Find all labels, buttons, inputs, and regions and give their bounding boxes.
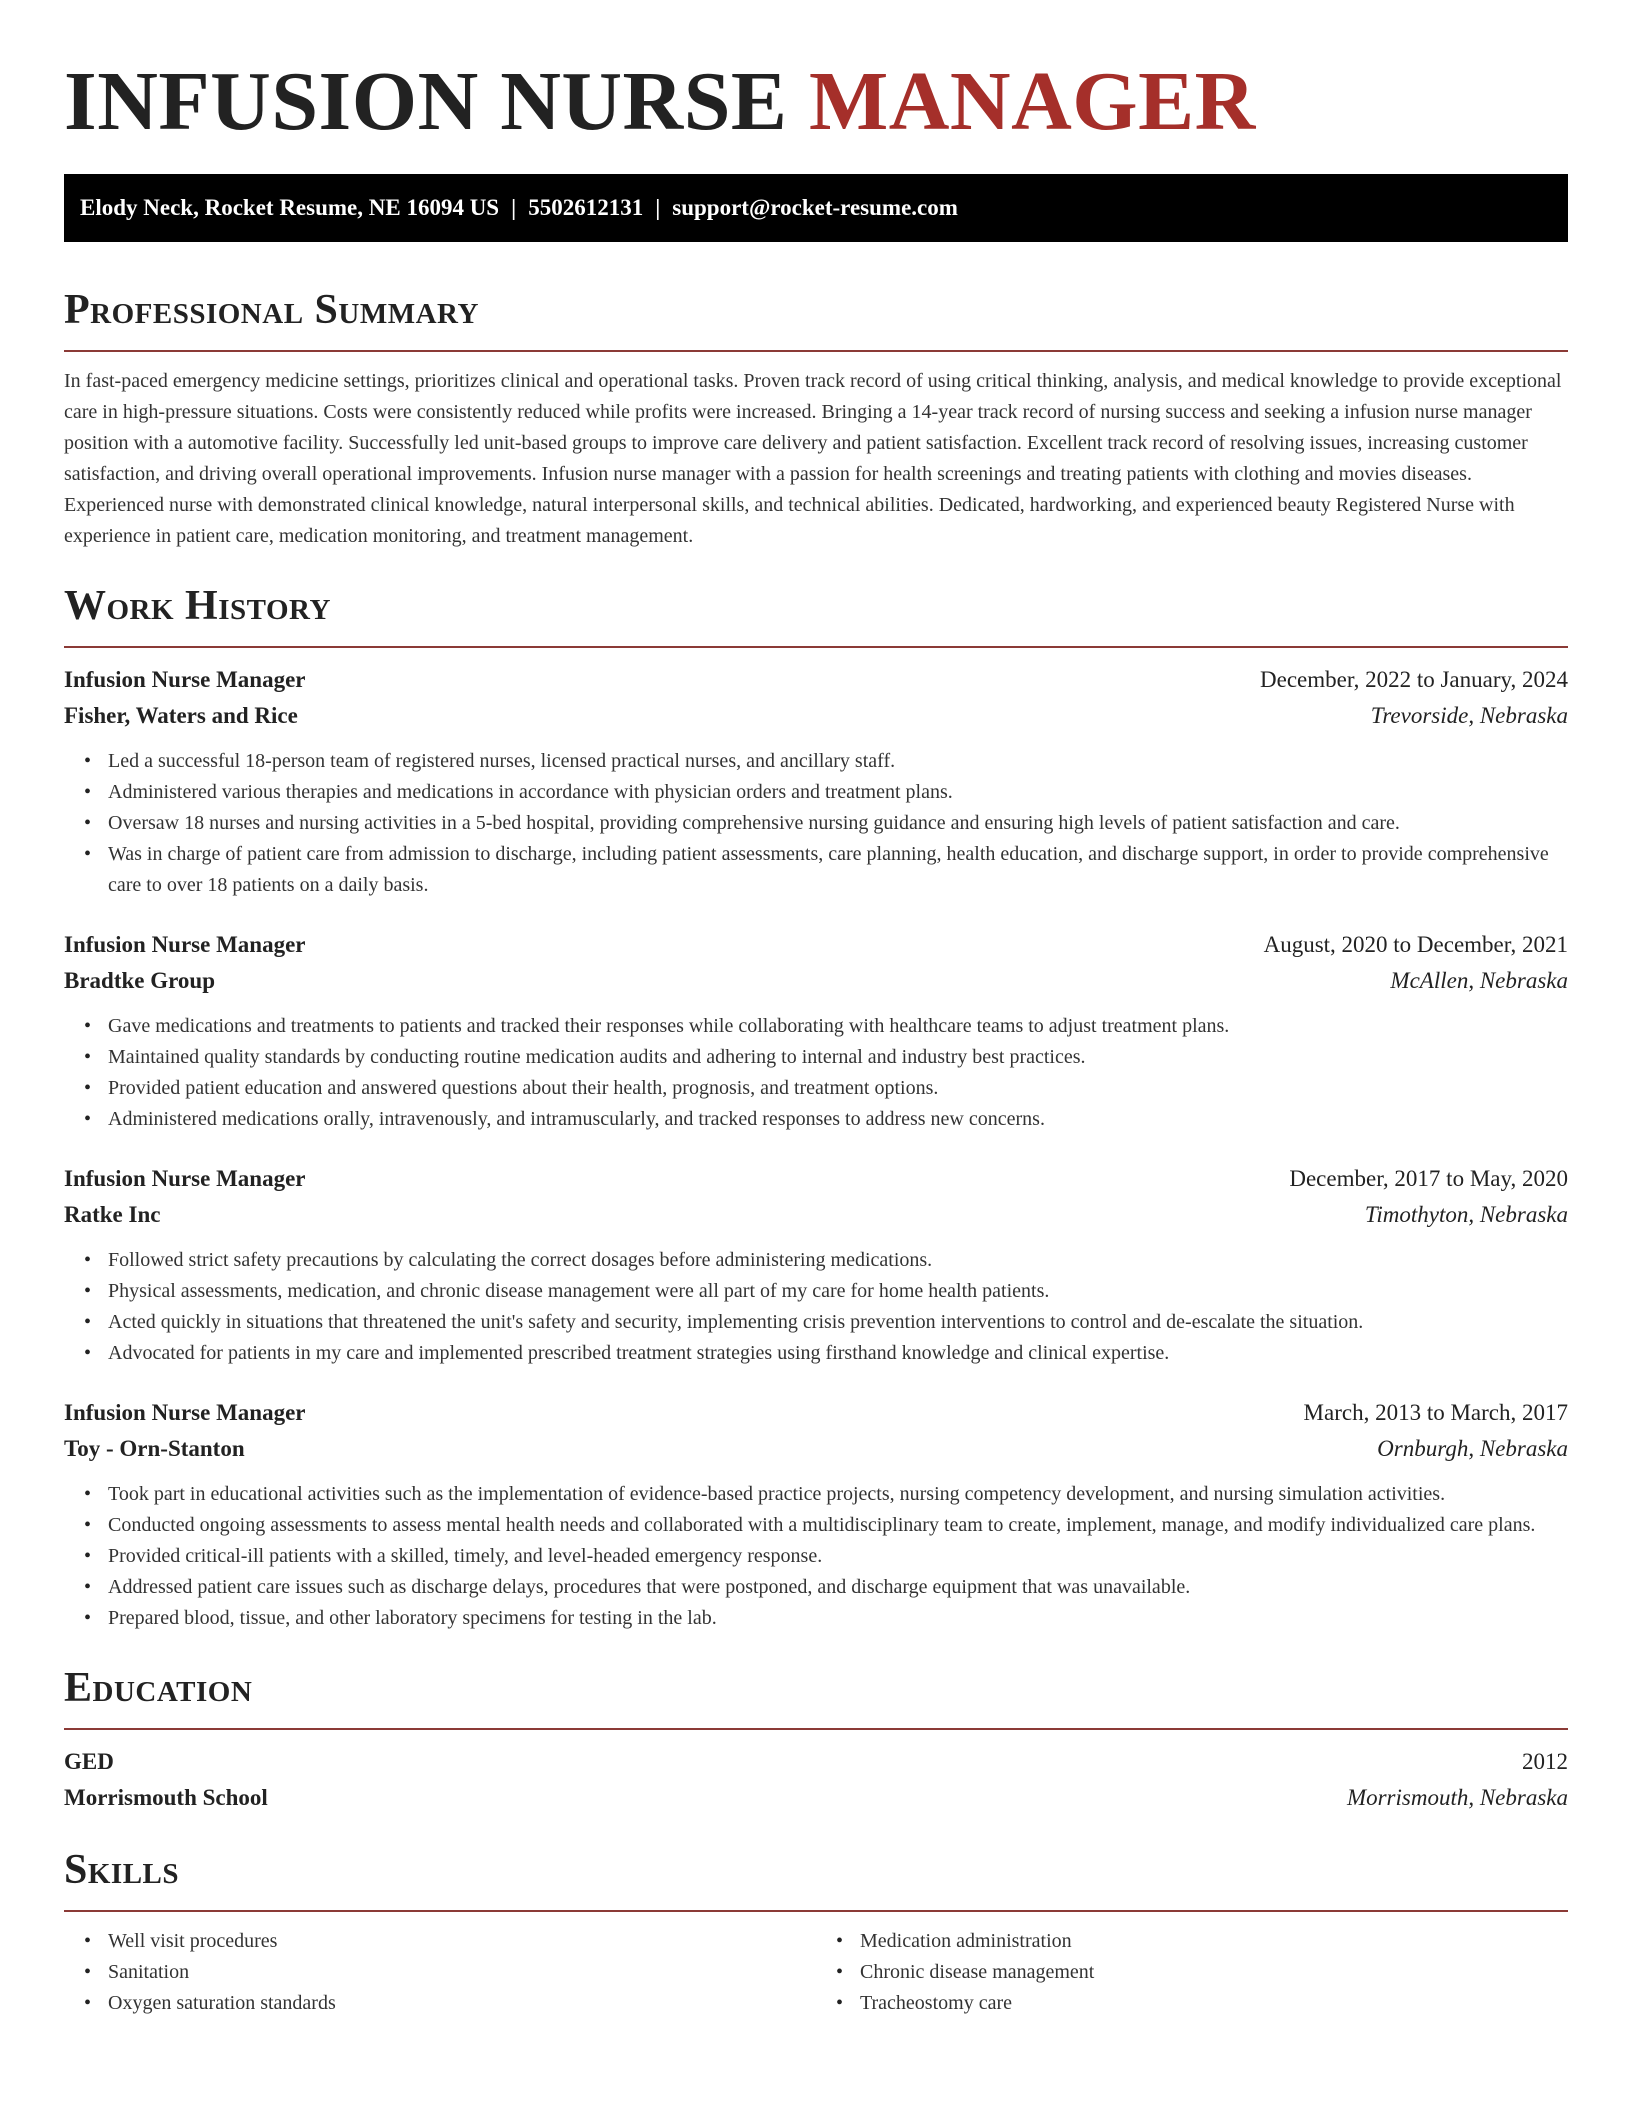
job-duty: • Acted quickly in situations that threatened the unit's safety and security, implementing crisis prevention interventions to control and de-escalate the situation.: [108, 1307, 1568, 1338]
job-dates: March, 2013 to March, 2017: [1303, 1400, 1568, 1425]
job-company: Toy - Orn-Stanton: [64, 1436, 245, 1461]
job-duty: • Led a successful 18-person team of registered nurses, licensed practical nurses, and ancillary staff.: [108, 746, 1568, 777]
job-company-row: [64, 1431, 1568, 1467]
summary-section: [64, 286, 1568, 552]
job-duty: • Administered medications orally, intravenously, and intramuscularly, and tracked responses to address new concerns.: [108, 1104, 1568, 1135]
section-divider: [64, 1728, 1568, 1730]
summary-heading: Professional Summary: [64, 287, 479, 333]
job-duty: • Oversaw 18 nurses and nursing activities in a 5-bed hospital, providing comprehensive nursing guidance and ensuring high levels of patient satisfaction and care.: [108, 808, 1568, 839]
job-duty: • Addressed patient care issues such as discharge delays, procedures that were postponed, and discharge equipment that was unavailable.: [108, 1572, 1568, 1603]
education-school-row: [64, 1780, 1568, 1816]
work-history-heading: Work History: [64, 583, 331, 629]
contact-email: support@rocket-resume.com: [672, 195, 958, 220]
job-location: Trevorside, Nebraska: [1370, 703, 1568, 728]
skills-column-left: [64, 1926, 816, 2019]
job-company: Fisher, Waters and Rice: [64, 703, 298, 728]
job-location: Timothyton, Nebraska: [1364, 1202, 1568, 1227]
education-year: 2012: [1522, 1749, 1568, 1774]
job-duty: • Provided critical-ill patients with a skilled, timely, and level-headed emergency response.: [108, 1541, 1568, 1572]
contact-phone: 5502612131: [528, 195, 644, 220]
contact-bar: [64, 174, 1568, 242]
job-duty: • Conducted ongoing assessments to assess mental health needs and collaborated with a multidisciplinary team to create, implement, manage, and modify individualized care plans.: [108, 1510, 1568, 1541]
education-location: Morrismouth, Nebraska: [1346, 1785, 1568, 1810]
job-header-row: [64, 927, 1568, 963]
section-divider: [64, 1910, 1568, 1912]
skill-item: • Chronic disease management: [860, 1957, 1568, 1988]
job-company-row: [64, 698, 1568, 734]
skills-section: [64, 1846, 1568, 2019]
section-divider: [64, 646, 1568, 648]
job-title: Infusion Nurse Manager: [64, 1400, 306, 1425]
job-duties-list: [64, 746, 1568, 901]
job-dates: August, 2020 to December, 2021: [1263, 932, 1568, 957]
education-degree: GED: [64, 1749, 114, 1774]
education-heading: Education: [64, 1665, 253, 1711]
title-main: INFUSION NURSE: [64, 55, 788, 148]
job-duty: • Physical assessments, medication, and chronic disease management were all part of my care for home health patients.: [108, 1276, 1568, 1307]
skill-item: • Tracheostomy care: [860, 1988, 1568, 2019]
job-dates: December, 2022 to January, 2024: [1260, 667, 1568, 692]
job-company-row: [64, 1197, 1568, 1233]
job-duty: • Gave medications and treatments to patients and tracked their responses while collaborating with healthcare teams to adjust treatment plans.: [108, 1011, 1568, 1042]
contact-separator: |: [655, 195, 661, 220]
job-duties-list: [64, 1245, 1568, 1369]
skills-list: [64, 1926, 816, 2019]
job-header-row: [64, 1161, 1568, 1197]
job-duty: • Was in charge of patient care from admission to discharge, including patient assessments, care planning, health education, and discharge support, in order to provide comprehensive care to over 18 patients on a daily basis.: [108, 839, 1568, 901]
section-divider: [64, 350, 1568, 352]
skills-grid: [64, 1926, 1568, 2019]
job-duty: • Provided patient education and answered questions about their health, prognosis, and treatment options.: [108, 1073, 1568, 1104]
summary-text: In fast-paced emergency medicine settings, prioritizes clinical and operational tasks. Proven track record of using critical thinking, analysis, and medical knowledge to provide exceptional care in high-pressure situations. Costs were consistently reduced while profits were increased. Bringing a 14-year track record of nursing success and seeking a infusion nurse manager position with a automotive facility. Successfully led unit-based groups to improve care delivery and patient satisfaction. Excellent track record of resolving issues, increasing customer satisfaction, and driving overall operational improvements. Infusion nurse manager with a passion for health screenings and treating patients with clothing and movies diseases. Experienced nurse with demonstrated clinical knowledge, natural interpersonal skills, and technical abilities. Dedicated, hardworking, and experienced beauty Registered Nurse with experience in patient care, medication monitoring, and treatment management.: [64, 370, 1562, 547]
education-section: [64, 1664, 1568, 1816]
job-duties-list: [64, 1011, 1568, 1135]
job-entry: [64, 662, 1568, 901]
job-duty: • Advocated for patients in my care and implemented prescribed treatment strategies using firsthand knowledge and clinical expertise.: [108, 1338, 1568, 1369]
skill-item: • Medication administration: [860, 1926, 1568, 1957]
job-entry: [64, 1395, 1568, 1634]
job-location: McAllen, Nebraska: [1390, 968, 1568, 993]
skill-item: • Well visit procedures: [108, 1926, 816, 1957]
job-company: Bradtke Group: [64, 968, 216, 993]
job-company-row: [64, 963, 1568, 999]
job-title: Infusion Nurse Manager: [64, 667, 306, 692]
skill-item: • Sanitation: [108, 1957, 816, 1988]
skills-column-right: [816, 1926, 1568, 2019]
job-entry: [64, 927, 1568, 1135]
education-school: Morrismouth School: [64, 1785, 268, 1810]
job-duty: • Prepared blood, tissue, and other laboratory specimens for testing in the lab.: [108, 1603, 1568, 1634]
contact-separator: |: [511, 195, 517, 220]
job-duty: • Followed strict safety precautions by calculating the correct dosages before administering medications.: [108, 1245, 1568, 1276]
skill-item: • Oxygen saturation standards: [108, 1988, 816, 2019]
work-history-section: [64, 582, 1568, 1634]
title-accent: MANAGER: [808, 55, 1256, 148]
education-header-row: [64, 1744, 1568, 1780]
job-company: Ratke Inc: [64, 1202, 161, 1227]
job-entry: [64, 1161, 1568, 1369]
job-duty: • Administered various therapies and medications in accordance with physician orders and treatment plans.: [108, 777, 1568, 808]
job-title: Infusion Nurse Manager: [64, 1166, 306, 1191]
job-duty: • Maintained quality standards by conducting routine medication audits and adhering to internal and industry best practices.: [108, 1042, 1568, 1073]
contact-address: Elody Neck, Rocket Resume, NE 16094 US: [80, 195, 500, 220]
resume-title: [64, 52, 1568, 152]
skills-list: [816, 1926, 1568, 2019]
job-location: Ornburgh, Nebraska: [1377, 1436, 1568, 1461]
job-header-row: [64, 1395, 1568, 1431]
job-duties-list: [64, 1479, 1568, 1634]
job-title: Infusion Nurse Manager: [64, 932, 306, 957]
job-duty: • Took part in educational activities such as the implementation of evidence-based practice projects, nursing competency development, and nursing simulation activities.: [108, 1479, 1568, 1510]
job-dates: December, 2017 to May, 2020: [1289, 1166, 1568, 1191]
job-header-row: [64, 662, 1568, 698]
skills-heading: Skills: [64, 1847, 180, 1893]
